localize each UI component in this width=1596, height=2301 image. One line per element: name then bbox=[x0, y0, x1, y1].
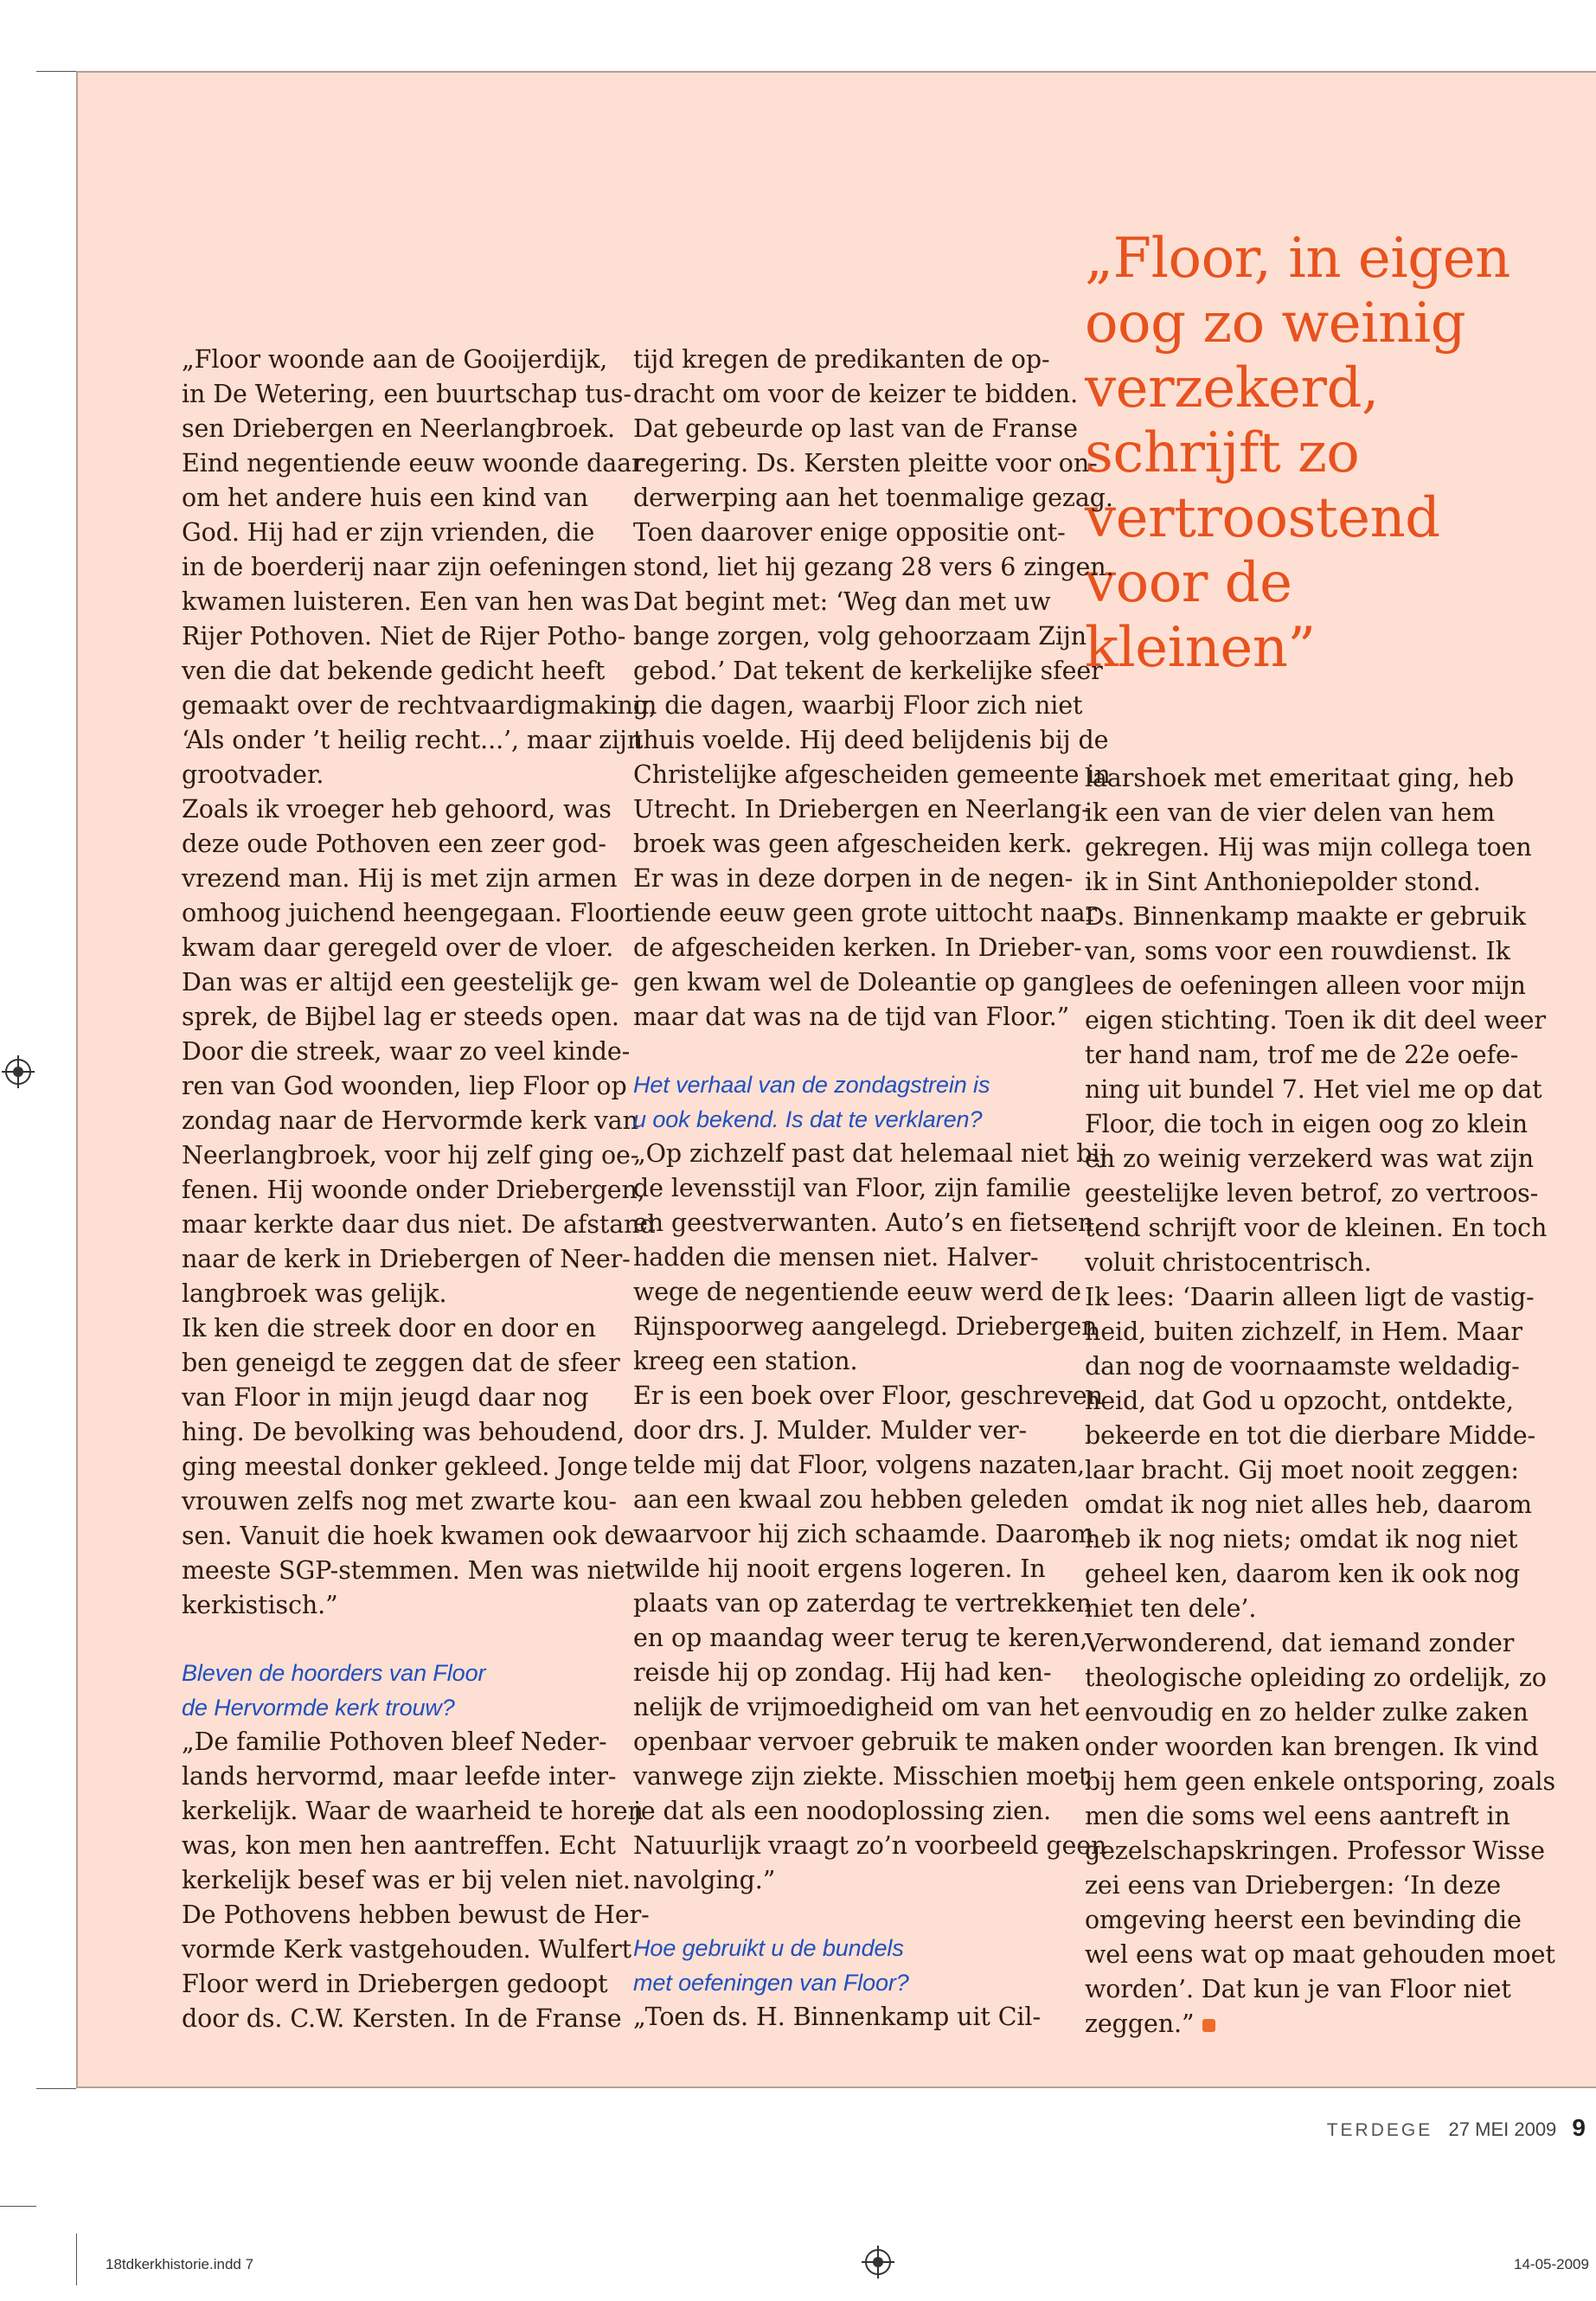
body-text-line: ben geneigd te zeggen dat de sfeer bbox=[182, 1349, 620, 1377]
body-text-line: sprek, de Bijbel lag er steeds open. bbox=[182, 1003, 619, 1031]
body-text-line: Verwonderend, dat iemand zonder bbox=[1085, 1629, 1515, 1657]
body-text-line: Dat begint met: ‘Weg dan met uw bbox=[633, 587, 1051, 616]
body-text-line: eigen stichting. Toen ik dit deel weer bbox=[1085, 1006, 1546, 1035]
body-text-line: eenvoudig en zo helder zulke zaken bbox=[1085, 1698, 1529, 1727]
body-text-line: tend schrijft voor de kleinen. En toch bbox=[1085, 1214, 1548, 1242]
body-text-line: dan nog de voornaamste weldadig- bbox=[1085, 1352, 1520, 1381]
body-text-line: gekregen. Hij was mijn collega toen bbox=[1085, 833, 1532, 862]
body-text-line: omdat ik nog niet alles heb, daarom bbox=[1085, 1490, 1532, 1519]
body-text-line: theologische opleiding zo ordelijk, zo bbox=[1085, 1663, 1547, 1692]
interview-question-line: met oefeningen van Floor? bbox=[633, 1970, 909, 1996]
body-text-line: laar bracht. Gij moet nooit zeggen: bbox=[1085, 1456, 1519, 1484]
body-text-line: deze oude Pothoven een zeer god- bbox=[182, 830, 606, 858]
body-text-line: grootvader. bbox=[182, 760, 324, 789]
pull-quote-line: schrijft zo bbox=[1085, 421, 1360, 485]
body-text-line: lees de oefeningen alleen voor mijn bbox=[1085, 971, 1526, 1000]
body-text-line: tijd kregen de predikanten de op- bbox=[633, 345, 1050, 374]
body-text-line: derwerping aan het toenmalige gezag. bbox=[633, 484, 1113, 512]
body-text-line: was, kon men hen aantreffen. Echt bbox=[182, 1831, 616, 1860]
body-text-line: omgeving heerst een bevinding die bbox=[1085, 1906, 1522, 1934]
body-text-line: heid, buiten zichzelf, in Hem. Maar bbox=[1085, 1317, 1522, 1346]
body-text-line: Natuurlijk vraagt zo’n voorbeeld geen bbox=[633, 1831, 1107, 1860]
body-text-line: door drs. J. Mulder. Mulder ver- bbox=[633, 1416, 1028, 1445]
body-text-line: stond, liet hij gezang 28 vers 6 zingen. bbox=[633, 553, 1114, 581]
body-text-line: Dan was er altijd een geestelijk ge- bbox=[182, 968, 619, 997]
body-text-line: naar de kerk in Driebergen of Neer- bbox=[182, 1245, 631, 1273]
body-text-line: en geestverwanten. Auto’s en fietsen bbox=[633, 1208, 1094, 1237]
body-text-line: ven die dat bekende gedicht heeft bbox=[182, 657, 606, 685]
body-text-line: kerkelijk besef was er bij velen niet. bbox=[182, 1866, 631, 1894]
body-text-line: Ik ken die streek door en door en bbox=[182, 1314, 596, 1343]
body-text-line: Er was in deze dorpen in de negen- bbox=[633, 864, 1074, 893]
body-text-line: zei eens van Driebergen: ‘In deze bbox=[1085, 1871, 1502, 1900]
body-text-line: ik in Sint Anthoniepolder stond. bbox=[1085, 868, 1481, 896]
pull-quote-line: vertroostend bbox=[1085, 486, 1440, 550]
body-text-line: broek was geen afgescheiden kerk. bbox=[633, 830, 1073, 858]
body-text-line: in De Wetering, een buurtschap tus- bbox=[182, 380, 631, 408]
body-text-line: dracht om voor de keizer te bidden. bbox=[633, 380, 1079, 408]
body-text-line: regering. Ds. Kersten pleitte voor on- bbox=[633, 449, 1098, 478]
body-text-line: Er is een boek over Floor, geschreven bbox=[633, 1381, 1103, 1410]
body-text-line: van, soms voor een rouwdienst. Ik bbox=[1085, 937, 1510, 965]
body-text-line: Utrecht. In Driebergen en Neerlang- bbox=[633, 795, 1090, 824]
body-text-line: „Toen ds. H. Binnenkamp uit Cil- bbox=[633, 2003, 1041, 2031]
body-text-line: Zoals ik vroeger heb gehoord, was bbox=[182, 795, 612, 824]
crop-mark-left-low bbox=[0, 2206, 36, 2207]
body-text-line: kwamen luisteren. Een van hen was bbox=[182, 587, 630, 616]
body-text-line: Ik lees: ‘Daarin alleen ligt de vastig- bbox=[1085, 1283, 1535, 1311]
body-text-line: bange zorgen, volg gehoorzaam Zijn bbox=[633, 622, 1087, 651]
body-text-line: God. Hij had er zijn vrienden, die bbox=[182, 518, 595, 547]
body-text-line: maar kerkte daar dus niet. De afstand bbox=[182, 1210, 656, 1239]
body-text-line: en op maandag weer terug te keren, bbox=[633, 1624, 1088, 1652]
body-text-line: hadden die mensen niet. Halver- bbox=[633, 1243, 1039, 1272]
body-text-line: omhoog juichend heengegaan. Floor bbox=[182, 899, 637, 927]
page-number: 9 bbox=[1572, 2114, 1586, 2141]
registration-mark-left bbox=[5, 1059, 31, 1085]
pull-quote-line: verzekerd, bbox=[1085, 356, 1379, 420]
body-text-line: De Pothovens hebben bewust de Her- bbox=[182, 1900, 650, 1929]
body-text-line: kreeg een station. bbox=[633, 1347, 858, 1375]
body-text-line: waarvoor hij zich schaamde. Daarom bbox=[633, 1520, 1094, 1548]
text-column-1 bbox=[182, 343, 657, 2036]
body-text-line: „Floor woonde aan de Gooijerdijk, bbox=[182, 345, 608, 374]
body-text-line: kerkelijk. Waar de waarheid te horen bbox=[182, 1797, 644, 1825]
body-text-line: ren van God woonden, liep Floor op bbox=[182, 1072, 627, 1100]
end-of-article-icon bbox=[1202, 2019, 1215, 2032]
body-text-line: kwam daar geregeld over de vloer. bbox=[182, 933, 614, 962]
body-text-line: maar dat was na de tijd van Floor.” bbox=[633, 1003, 1070, 1031]
body-text-line: in die dagen, waarbij Floor zich niet bbox=[633, 691, 1083, 720]
pull-quote-line: „Floor, in eigen bbox=[1085, 227, 1510, 291]
body-text-line: gebod.’ Dat tekent de kerkelijke sfeer bbox=[633, 657, 1103, 685]
crop-mark-bottom bbox=[36, 2088, 76, 2089]
body-text-line: laarshoek met emeritaat ging, heb bbox=[1085, 764, 1515, 792]
body-text-line: van Floor in mijn jeugd daar nog bbox=[182, 1383, 589, 1412]
body-text-line: Floor, die toch in eigen oog zo klein bbox=[1085, 1110, 1529, 1138]
body-text-line: nelijk de vrijmoedigheid om van het bbox=[633, 1693, 1080, 1721]
magazine-name: TERDEGE bbox=[1326, 2120, 1433, 2140]
pull-quote bbox=[1085, 227, 1510, 681]
body-text-line: Floor werd in Driebergen gedoopt bbox=[182, 1970, 608, 1998]
body-text-line: bekeerde en tot die dierbare Midde- bbox=[1085, 1421, 1536, 1450]
body-text-line: en zo weinig verzekerd was wat zijn bbox=[1085, 1144, 1534, 1173]
body-text-line: gen kwam wel de Doleantie op gang, bbox=[633, 968, 1093, 997]
body-text-line: „De familie Pothoven bleef Neder- bbox=[182, 1727, 607, 1756]
body-text-line: navolging.” bbox=[633, 1866, 776, 1894]
body-text-line: langbroek was gelijk. bbox=[182, 1279, 447, 1308]
body-text-line: aan een kwaal zou hebben geleden bbox=[633, 1485, 1069, 1514]
body-text-line: zeggen.” bbox=[1085, 2009, 1195, 2038]
body-text-line: men die soms wel eens aantreft in bbox=[1085, 1802, 1510, 1830]
body-text-line: vrezend man. Hij is met zijn armen bbox=[182, 864, 618, 893]
pull-quote-line: voor de bbox=[1085, 551, 1292, 615]
slug-date: 14-05-2009 bbox=[1514, 2256, 1589, 2272]
interview-question-line: Bleven de hoorders van Floor bbox=[182, 1660, 486, 1686]
body-text-line: wege de negentiende eeuw werd de bbox=[633, 1278, 1081, 1306]
body-text-line: lands hervormd, maar leefde inter- bbox=[182, 1762, 617, 1791]
body-text-line: fenen. Hij woonde onder Driebergen, bbox=[182, 1176, 645, 1204]
interview-question-line: Het verhaal van de zondagstrein is bbox=[633, 1072, 990, 1098]
body-text-line: „Op zichzelf past dat helemaal niet bij bbox=[633, 1139, 1108, 1168]
body-text-line: de levensstijl van Floor, zijn familie bbox=[633, 1174, 1071, 1202]
body-text-line: plaats van op zaterdag te vertrekken bbox=[633, 1589, 1093, 1618]
body-text-line: in de boerderij naar zijn oefeningen bbox=[182, 553, 627, 581]
interview-question-line: de Hervormde kerk trouw? bbox=[182, 1695, 455, 1721]
body-text-line: ning uit bundel 7. Het viel me op dat bbox=[1085, 1075, 1542, 1104]
body-text-line: geestelijke leven betrof, zo vertroos- bbox=[1085, 1179, 1539, 1208]
body-text-line: kerkistisch.” bbox=[182, 1591, 338, 1619]
body-text-line: sen. Vanuit die hoek kwamen ook de bbox=[182, 1522, 635, 1550]
body-text-line: gemaakt over de rechtvaardigmaking, bbox=[182, 691, 657, 720]
body-text-line: wel eens wat op maat gehouden moet bbox=[1085, 1940, 1555, 1969]
body-text-line: Toen daarover enige oppositie ont- bbox=[633, 518, 1066, 547]
body-text-line: je dat als een noodoplossing zien. bbox=[633, 1797, 1052, 1825]
crop-mark-vertical bbox=[76, 2234, 77, 2285]
body-text-line: openbaar vervoer gebruik te maken bbox=[633, 1727, 1080, 1756]
body-text-line: Ds. Binnenkamp maakte er gebruik bbox=[1085, 902, 1526, 931]
body-text-line: voluit christocentrisch. bbox=[1085, 1248, 1372, 1277]
body-text-line: door ds. C.W. Kersten. In de Franse bbox=[182, 2004, 622, 2033]
body-text-line: wilde hij nooit ergens logeren. In bbox=[633, 1554, 1046, 1583]
body-text-line: thuis voelde. Hij deed belijdenis bij de bbox=[633, 726, 1109, 754]
body-text-line: telde mij dat Floor, volgens nazaten, bbox=[633, 1451, 1086, 1479]
body-text-line: onder woorden kan brengen. Ik vind bbox=[1085, 1733, 1539, 1761]
body-text-line: om het andere huis een kind van bbox=[182, 484, 589, 512]
body-text-line: sen Driebergen en Neerlangbroek. bbox=[182, 414, 615, 443]
body-text-line: tiende eeuw geen grote uittocht naar bbox=[633, 899, 1098, 927]
registration-mark-bottom bbox=[865, 2249, 891, 2275]
body-text-line: gezelschapskringen. Professor Wisse bbox=[1085, 1836, 1545, 1865]
body-text-line: ging meestal donker gekleed. Jonge bbox=[182, 1452, 628, 1481]
body-text-line: heb ik nog niets; omdat ik nog niet bbox=[1085, 1525, 1518, 1554]
body-text-line: zondag naar de Hervormde kerk van bbox=[182, 1106, 638, 1135]
body-text-line: Rijnspoorweg aangelegd. Driebergen bbox=[633, 1312, 1098, 1341]
slug-filename: 18tdkerkhistorie.indd 7 bbox=[106, 2256, 254, 2272]
body-text-line: geheel ken, daarom ken ik ook nog bbox=[1085, 1560, 1521, 1588]
body-text-line: Dat gebeurde op last van de Franse bbox=[633, 414, 1078, 443]
body-text-line: bij hem geen enkele ontsporing, zoals bbox=[1085, 1767, 1556, 1796]
body-text-line: hing. De bevolking was behoudend, bbox=[182, 1418, 625, 1446]
text-column-3 bbox=[1085, 761, 1555, 2041]
interview-question-line: Hoe gebruikt u de bundels bbox=[633, 1935, 904, 1961]
body-text-line: Christelijke afgescheiden gemeente in bbox=[633, 760, 1111, 789]
body-text-line: Neerlangbroek, voor hij zelf ging oe- bbox=[182, 1141, 639, 1170]
body-text-line: vrouwen zelfs nog met zwarte kou- bbox=[182, 1487, 617, 1516]
pull-quote-line: oog zo weinig bbox=[1085, 292, 1466, 356]
body-text-line: ‘Als onder ’t heilig recht...’, maar zijn bbox=[182, 726, 644, 754]
body-text-line: worden’. Dat kun je van Floor niet bbox=[1085, 1975, 1511, 2003]
body-text-line: de afgescheiden kerken. In Drieber- bbox=[633, 933, 1082, 962]
pull-quote-line: kleinen” bbox=[1085, 616, 1316, 680]
body-text-line: ik een van de vier delen van hem bbox=[1085, 798, 1496, 827]
body-text-line: niet ten dele’. bbox=[1085, 1594, 1257, 1623]
issue-date: 27 MEI 2009 bbox=[1448, 2118, 1557, 2140]
body-text-line: Door die streek, waar zo veel kinde- bbox=[182, 1037, 631, 1066]
text-column-2 bbox=[633, 343, 1114, 2035]
crop-mark-top bbox=[36, 71, 76, 72]
body-text-line: vormde Kerk vastgehouden. Wulfert bbox=[182, 1935, 631, 1964]
body-text-line: heid, dat God u opzocht, ontdekte, bbox=[1085, 1387, 1514, 1415]
body-text-line: Rijer Pothoven. Niet de Rijer Potho- bbox=[182, 622, 626, 651]
body-text-line: reisde hij op zondag. Hij had ken- bbox=[633, 1658, 1052, 1687]
interview-question-line: u ook bekend. Is dat te verklaren? bbox=[633, 1106, 983, 1132]
body-text-line: Eind negentiende eeuw woonde daar bbox=[182, 449, 644, 478]
body-text-line: ter hand nam, trof me de 22e oefe- bbox=[1085, 1041, 1519, 1069]
body-text-line: vanwege zijn ziekte. Misschien moet bbox=[633, 1762, 1089, 1791]
page-footer bbox=[1327, 2114, 1586, 2142]
closing-line bbox=[1085, 2007, 1555, 2041]
body-text-line: meeste SGP-stemmen. Men was niet bbox=[182, 1556, 635, 1585]
